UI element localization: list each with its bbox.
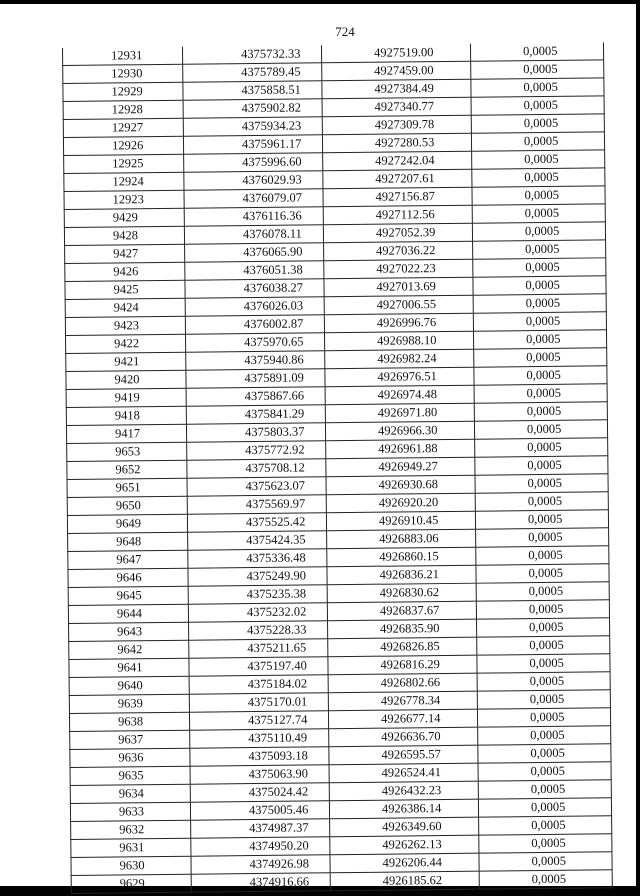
- value-cell: 0,0005: [477, 672, 610, 691]
- x-coordinate-cell: 4374926.98: [191, 855, 330, 874]
- y-coordinate-cell: 4926349.60: [330, 817, 479, 837]
- y-coordinate-cell: 4926836.21: [327, 565, 476, 585]
- x-coordinate-cell: 4374916.66: [191, 873, 330, 892]
- value-cell: 0,0005: [476, 582, 609, 601]
- x-coordinate-cell: 4375789.45: [183, 63, 322, 82]
- point-number-cell: 12927: [63, 118, 183, 137]
- point-number-cell: 9421: [66, 352, 186, 371]
- y-coordinate-cell: 4926432.23: [329, 781, 478, 801]
- value-cell: 0,0005: [473, 330, 606, 349]
- value-cell: 0,0005: [474, 420, 607, 439]
- point-number-cell: 9645: [68, 586, 188, 605]
- point-number-cell: 12925: [64, 154, 184, 173]
- value-cell: 0,0005: [473, 258, 606, 277]
- point-number-cell: 9422: [66, 334, 186, 353]
- x-coordinate-cell: 4375996.60: [184, 153, 323, 172]
- point-number-cell: 9417: [66, 424, 186, 443]
- x-coordinate-cell: 4375211.65: [189, 639, 328, 658]
- point-number-cell: 9634: [70, 784, 190, 803]
- y-coordinate-cell: 4927022.23: [324, 259, 473, 279]
- x-coordinate-cell: 4376065.90: [185, 243, 324, 262]
- point-number-cell: 9423: [65, 316, 185, 335]
- y-coordinate-cell: 4927013.69: [324, 277, 473, 297]
- y-coordinate-cell: 4927112.56: [323, 205, 472, 225]
- x-coordinate-cell: 4376002.87: [185, 315, 324, 334]
- point-number-cell: 12926: [63, 136, 183, 155]
- x-coordinate-cell: 4375623.07: [187, 477, 326, 496]
- x-coordinate-cell: 4375232.02: [188, 603, 327, 622]
- value-cell: 0,0005: [479, 834, 612, 853]
- x-coordinate-cell: 4375569.97: [187, 495, 326, 514]
- point-number-cell: 9646: [68, 568, 188, 587]
- point-number-cell: 12928: [63, 100, 183, 119]
- point-number-cell: 12924: [64, 172, 184, 191]
- y-coordinate-cell: 4926982.24: [325, 349, 474, 369]
- value-cell: 0,0005: [478, 726, 611, 745]
- value-cell: 0,0005: [477, 618, 610, 637]
- value-cell: 0,0005: [475, 474, 608, 493]
- x-coordinate-cell: 4376051.38: [185, 261, 324, 280]
- point-number-cell: 9424: [65, 298, 185, 317]
- y-coordinate-cell: 4926835.90: [328, 619, 477, 639]
- y-coordinate-cell: 4927006.55: [324, 295, 473, 315]
- value-cell: 0,0005: [471, 114, 604, 133]
- x-coordinate-cell: 4375249.90: [188, 567, 327, 586]
- value-cell: 0,0005: [474, 348, 607, 367]
- x-coordinate-cell: 4375235.38: [188, 585, 327, 604]
- value-cell: 0,0005: [476, 564, 609, 583]
- x-coordinate-cell: 4375934.23: [183, 117, 322, 136]
- y-coordinate-cell: 4926974.48: [325, 385, 474, 405]
- x-coordinate-cell: 4375024.42: [190, 783, 329, 802]
- point-number-cell: 9638: [69, 712, 189, 731]
- x-coordinate-cell: 4375841.29: [186, 405, 325, 424]
- point-number-cell: 9636: [70, 748, 190, 767]
- x-coordinate-cell: 4375336.48: [188, 549, 327, 568]
- x-coordinate-cell: 4375525.42: [187, 513, 326, 532]
- value-cell: 0,0005: [478, 744, 611, 763]
- point-number-cell: 9647: [68, 550, 188, 569]
- point-number-cell: 9425: [65, 280, 185, 299]
- point-number-cell: 9418: [66, 406, 186, 425]
- page-number: 724: [335, 24, 355, 39]
- point-number-cell: 9650: [67, 496, 187, 515]
- x-coordinate-cell: 4374950.20: [191, 837, 330, 856]
- y-coordinate-cell: 4926826.85: [328, 637, 477, 657]
- point-number-cell: 9429: [64, 208, 184, 227]
- value-cell: 0,0005: [479, 852, 612, 871]
- point-number-cell: 9428: [64, 226, 184, 245]
- point-number-cell: 9629: [71, 874, 191, 893]
- y-coordinate-cell: 4926996.76: [324, 313, 473, 333]
- x-coordinate-cell: 4375093.18: [190, 747, 329, 766]
- point-number-cell: 9639: [69, 694, 189, 713]
- y-coordinate-cell: 4926185.62: [330, 871, 479, 891]
- point-number-cell: 9419: [66, 388, 186, 407]
- x-coordinate-cell: 4376038.27: [185, 279, 324, 298]
- y-coordinate-cell: 4926677.14: [328, 709, 477, 729]
- y-coordinate-cell: 4926976.51: [325, 367, 474, 387]
- x-coordinate-cell: 4376029.93: [184, 171, 323, 190]
- y-coordinate-cell: 4926386.14: [329, 799, 478, 819]
- scan-border-right: [636, 0, 640, 896]
- y-coordinate-cell: 4926816.29: [328, 655, 477, 675]
- x-coordinate-cell: 4375184.02: [189, 675, 328, 694]
- y-coordinate-cell: 4927280.53: [322, 133, 471, 153]
- value-cell: 0,0005: [471, 132, 604, 151]
- value-cell: 0,0005: [477, 654, 610, 673]
- value-cell: 0,0005: [472, 186, 605, 205]
- y-coordinate-cell: 4926883.06: [327, 529, 476, 549]
- y-coordinate-cell: 4926636.70: [329, 727, 478, 747]
- point-number-cell: 12923: [64, 190, 184, 209]
- x-coordinate-cell: 4375170.01: [189, 693, 328, 712]
- value-cell: 0,0005: [477, 636, 610, 655]
- x-coordinate-cell: 4375961.17: [183, 135, 322, 154]
- point-number-cell: 9648: [68, 532, 188, 551]
- value-cell: 0,0005: [474, 402, 607, 421]
- x-coordinate-cell: 4375708.12: [187, 459, 326, 478]
- value-cell: 0,0005: [474, 384, 607, 403]
- y-coordinate-cell: 4926802.66: [328, 673, 477, 693]
- y-coordinate-cell: 4927459.00: [322, 61, 471, 81]
- y-coordinate-cell: 4926524.41: [329, 763, 478, 783]
- point-number-cell: 9649: [67, 514, 187, 533]
- y-coordinate-cell: 4926949.27: [326, 457, 475, 477]
- x-coordinate-cell: 4376078.11: [184, 225, 323, 244]
- point-number-cell: 9426: [65, 262, 185, 281]
- point-number-cell: 9630: [71, 856, 191, 875]
- value-cell: 0,0005: [479, 816, 612, 835]
- x-coordinate-cell: 4375228.33: [189, 621, 328, 640]
- y-coordinate-cell: 4927242.04: [323, 151, 472, 171]
- x-coordinate-cell: 4375424.35: [188, 531, 327, 550]
- y-coordinate-cell: 4927340.77: [322, 97, 471, 117]
- x-coordinate-cell: 4375858.51: [183, 81, 322, 100]
- y-coordinate-cell: 4927207.61: [323, 169, 472, 189]
- x-coordinate-cell: 4375197.40: [189, 657, 328, 676]
- y-coordinate-cell: 4927519.00: [321, 44, 470, 63]
- x-coordinate-cell: 4375902.82: [183, 99, 322, 118]
- point-number-cell: 9427: [65, 244, 185, 263]
- value-cell: 0,0005: [475, 510, 608, 529]
- point-number-cell: 9644: [68, 604, 188, 623]
- x-coordinate-cell: 4375867.66: [186, 387, 325, 406]
- value-cell: 0,0005: [471, 96, 604, 115]
- point-number-cell: 12929: [63, 82, 183, 101]
- value-cell: 0,0005: [472, 168, 605, 187]
- point-number-cell: 9633: [70, 802, 190, 821]
- y-coordinate-cell: 4926971.80: [325, 403, 474, 423]
- value-cell: 0,0005: [472, 204, 605, 223]
- point-number-cell: 9643: [69, 622, 189, 641]
- x-coordinate-cell: 4374987.37: [191, 819, 330, 838]
- y-coordinate-cell: 4926595.57: [329, 745, 478, 765]
- value-cell: 0,0005: [477, 690, 610, 709]
- y-coordinate-cell: 4927309.78: [322, 115, 471, 135]
- value-cell: 0,0005: [470, 42, 603, 61]
- x-coordinate-cell: 4375732.33: [182, 45, 321, 64]
- y-coordinate-cell: 4927384.49: [322, 79, 471, 99]
- x-coordinate-cell: 4375940.86: [186, 351, 325, 370]
- value-cell: 0,0005: [473, 276, 606, 295]
- value-cell: 0,0005: [477, 708, 610, 727]
- x-coordinate-cell: 4375127.74: [189, 711, 328, 730]
- x-coordinate-cell: 4375891.09: [186, 369, 325, 388]
- value-cell: 0,0005: [476, 528, 609, 547]
- value-cell: 0,0005: [475, 492, 608, 511]
- x-coordinate-cell: 4376079.07: [184, 189, 323, 208]
- coordinates-table: [62, 42, 613, 894]
- y-coordinate-cell: 4926920.20: [326, 493, 475, 513]
- value-cell: 0,0005: [476, 546, 609, 565]
- value-cell: 0,0005: [478, 762, 611, 781]
- value-cell: 0,0005: [472, 150, 605, 169]
- y-coordinate-cell: 4926262.13: [330, 835, 479, 855]
- y-coordinate-cell: 4926961.88: [326, 439, 475, 459]
- point-number-cell: 12931: [62, 47, 182, 66]
- point-number-cell: 9631: [71, 838, 191, 857]
- x-coordinate-cell: 4375803.37: [186, 423, 325, 442]
- point-number-cell: 12930: [63, 64, 183, 83]
- y-coordinate-cell: 4927052.39: [323, 223, 472, 243]
- scan-border-top: [0, 0, 640, 4]
- value-cell: 0,0005: [472, 222, 605, 241]
- value-cell: 0,0005: [475, 456, 608, 475]
- x-coordinate-cell: 4375970.65: [186, 333, 325, 352]
- x-coordinate-cell: 4376116.36: [184, 207, 323, 226]
- y-coordinate-cell: 4926910.45: [326, 511, 475, 531]
- y-coordinate-cell: 4926778.34: [328, 691, 477, 711]
- coordinates-table-body: [62, 42, 612, 893]
- point-number-cell: 9637: [70, 730, 190, 749]
- y-coordinate-cell: 4926988.10: [324, 331, 473, 351]
- x-coordinate-cell: 4375110.49: [190, 729, 329, 748]
- point-number-cell: 9420: [66, 370, 186, 389]
- value-cell: 0,0005: [478, 780, 611, 799]
- value-cell: 0,0005: [471, 78, 604, 97]
- y-coordinate-cell: 4926830.62: [327, 583, 476, 603]
- value-cell: 0,0005: [473, 312, 606, 331]
- value-cell: 0,0005: [473, 240, 606, 259]
- y-coordinate-cell: 4926930.68: [326, 475, 475, 495]
- x-coordinate-cell: 4376026.03: [185, 297, 324, 316]
- x-coordinate-cell: 4375772.92: [187, 441, 326, 460]
- y-coordinate-cell: 4926966.30: [325, 421, 474, 441]
- point-number-cell: 9641: [69, 658, 189, 677]
- value-cell: 0,0005: [474, 366, 607, 385]
- point-number-cell: 9640: [69, 676, 189, 695]
- value-cell: 0,0005: [473, 294, 606, 313]
- point-number-cell: 9652: [67, 460, 187, 479]
- y-coordinate-cell: 4926837.67: [327, 601, 476, 621]
- value-cell: 0,0005: [478, 798, 611, 817]
- value-cell: 0,0005: [471, 60, 604, 79]
- value-cell: 0,0005: [479, 870, 612, 889]
- y-coordinate-cell: 4927156.87: [323, 187, 472, 207]
- value-cell: 0,0005: [476, 600, 609, 619]
- point-number-cell: 9632: [71, 820, 191, 839]
- point-number-cell: 9642: [69, 640, 189, 659]
- y-coordinate-cell: 4927036.22: [324, 241, 473, 261]
- y-coordinate-cell: 4926860.15: [327, 547, 476, 567]
- value-cell: 0,0005: [475, 438, 608, 457]
- y-coordinate-cell: 4926206.44: [330, 853, 479, 873]
- point-number-cell: 9653: [67, 442, 187, 461]
- point-number-cell: 9635: [70, 766, 190, 785]
- x-coordinate-cell: 4375063.90: [190, 765, 329, 784]
- point-number-cell: 9651: [67, 478, 187, 497]
- x-coordinate-cell: 4375005.46: [190, 801, 329, 820]
